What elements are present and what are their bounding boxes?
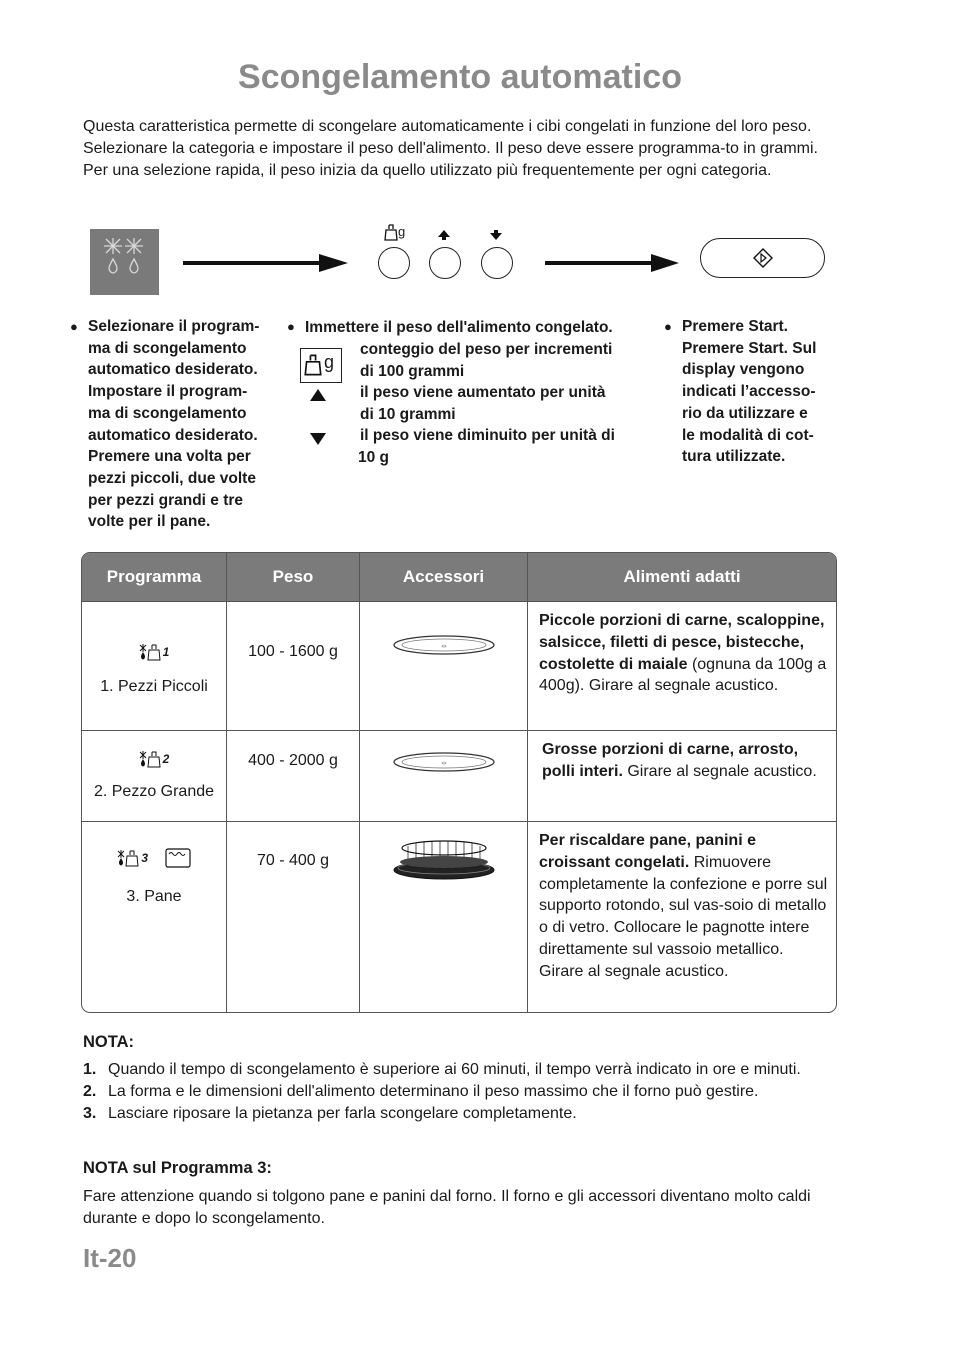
step-1-text xyxy=(88,316,288,533)
accessory-cell xyxy=(360,822,528,1012)
step-3-line: le modalità di cot- xyxy=(682,426,814,444)
header-peso: Peso xyxy=(227,553,360,602)
header-accessori: Accessori xyxy=(360,553,528,602)
program-cell xyxy=(82,602,227,731)
program-icon xyxy=(82,749,226,771)
program-cell xyxy=(82,731,227,822)
nota-text: La forma e le dimensioni dell'alimento determinano il peso massimo che il forno può gestire. xyxy=(108,1083,759,1100)
accessory-cell xyxy=(360,731,528,822)
up-desc-line: di 10 grammi xyxy=(360,405,456,423)
arrow-down-icon xyxy=(309,432,327,446)
program-icon xyxy=(82,642,226,664)
weight-cell xyxy=(227,822,360,1012)
page-number: It-20 xyxy=(83,1243,137,1273)
glass-tray-icon xyxy=(392,750,496,774)
table-row xyxy=(82,602,836,731)
intro-paragraph: Questa caratteristica permette di scongelare automaticamente i cibi congelati in funzione del loro peso. Selezionare la categoria e impostare il peso dell'alimento. Il peso deve essere programma-to in grammi. Per una selezione rapida, il peso inizia da quello utilizzato più frequentemente per ogni categoria. xyxy=(83,118,818,179)
bullet: ● xyxy=(70,319,78,334)
accessory-cell xyxy=(360,602,528,731)
weight-button[interactable] xyxy=(378,247,410,279)
food-normal: (ognuna da 100g a 400g). Girare al segnale acustico. xyxy=(539,655,827,695)
nota-number: 3. xyxy=(83,1105,97,1122)
arrow-up-icon xyxy=(437,229,451,241)
weight-button-label xyxy=(384,224,405,241)
start-diamond-icon xyxy=(753,248,773,268)
weight-unit-label: g xyxy=(324,352,335,372)
nota-list xyxy=(83,1059,843,1125)
step-1-line: automatico desiderato. xyxy=(88,361,258,379)
header-alimenti: Alimenti adatti xyxy=(528,553,836,602)
defrost-key xyxy=(90,229,159,295)
food-bold: Per riscaldare pane, panini e croissant congelati. xyxy=(539,832,756,871)
step-1-line: ma di scongelamento xyxy=(88,404,247,422)
down-button[interactable] xyxy=(481,247,513,279)
step-3-line: display vengono xyxy=(682,361,805,379)
nota-number: 2. xyxy=(83,1083,97,1100)
food-cell xyxy=(528,822,836,1012)
nota-item xyxy=(83,1059,843,1081)
program-label: 2. Pezzo Grande xyxy=(93,783,215,800)
step-3-line: tura utilizzate. xyxy=(682,448,786,466)
nota-heading: NOTA: xyxy=(83,1033,135,1051)
food-bold: Grosse porzioni di carne, arrosto, polli interi. xyxy=(542,741,799,780)
up-button[interactable] xyxy=(429,247,461,279)
step-3-line: indicati l’accesso- xyxy=(682,383,816,401)
weight-desc-line: di 100 grammi xyxy=(360,362,465,380)
program-number: 2 xyxy=(162,752,170,767)
right-arrow-icon xyxy=(183,252,348,274)
page-title: Scongelamento automatico xyxy=(238,58,682,96)
step-3-line: Premere Start. xyxy=(682,318,788,335)
food-normal: Girare al segnale acustico. xyxy=(622,762,817,780)
down-description xyxy=(358,425,658,468)
glass-tray-icon xyxy=(392,633,496,657)
down-desc-line: il peso viene diminuito per unità di xyxy=(360,427,615,444)
food-description xyxy=(528,731,836,789)
table-row xyxy=(82,822,836,1012)
weight-unit-label: g xyxy=(398,224,406,239)
nota-text: Lasciare riposare la pietanza per farla scongelare completamente. xyxy=(108,1105,577,1122)
weight-g-icon xyxy=(304,354,322,376)
step-1-line: Premere una volta per xyxy=(88,448,251,466)
start-button[interactable] xyxy=(700,238,825,278)
program-number: 3 xyxy=(141,851,149,866)
food-description xyxy=(528,602,836,703)
step-2-heading: Immettere il peso dell'alimento congelato. xyxy=(305,319,613,336)
step-1-line: volte per il pane. xyxy=(88,513,211,531)
weight-cell xyxy=(227,602,360,731)
bullet: ● xyxy=(287,319,295,334)
program-cell xyxy=(82,822,227,1012)
nota-number: 1. xyxy=(83,1061,97,1078)
step-1-line: pezzi piccoli, due volte xyxy=(88,469,256,487)
program-label: 3. Pane xyxy=(126,888,182,905)
bullet: ● xyxy=(664,319,672,334)
defrost-snowflake-drops-icon xyxy=(90,229,159,295)
step-1-line: Selezionare il program- xyxy=(88,318,260,335)
step-1-line: per pezzi grandi e tre xyxy=(88,491,244,509)
weight-cell xyxy=(227,731,360,822)
weight-range: 400 - 2000 g xyxy=(248,752,338,769)
wire-rack-on-tray-icon xyxy=(392,838,496,882)
weight-range: 100 - 1600 g xyxy=(248,643,338,660)
nota3-section xyxy=(83,1157,843,1230)
defrost-weight-icon xyxy=(117,848,141,868)
food-bold: Piccole porzioni di carne, scaloppine, salsicce, filetti di pesce, bistecche, costolette di maiale xyxy=(539,612,825,673)
header-programma: Programma xyxy=(82,553,227,602)
oven-grill-icon xyxy=(165,848,191,868)
table-row xyxy=(82,731,836,822)
nota-section xyxy=(83,1031,843,1125)
weight-g-icon xyxy=(384,224,398,241)
nota-item xyxy=(83,1103,843,1125)
down-desc-line: 10 g xyxy=(358,448,390,466)
program-table xyxy=(81,552,837,1013)
right-arrow-icon xyxy=(545,252,679,274)
step-3-text xyxy=(682,316,852,468)
arrow-up-icon xyxy=(309,388,327,402)
food-cell xyxy=(528,731,836,822)
weight-description xyxy=(360,339,660,382)
food-normal: Rimuovere completamente la confezione e porre sul supporto rotondo, sul vas-soio di metallo o di vetro. Collocare le pagnotte intere direttamente sul vassoio metallico. Girare al segnale acustico. xyxy=(539,853,828,980)
defrost-weight-icon xyxy=(139,749,163,769)
food-cell xyxy=(528,602,836,731)
step-3-line: Premere Start. Sul xyxy=(682,339,817,357)
arrow-down-icon xyxy=(489,229,503,241)
weight-desc-line: conteggio del peso per incrementi xyxy=(360,341,613,358)
program-icon xyxy=(82,848,226,870)
table-header-row xyxy=(82,553,836,602)
nota3-text: Fare attenzione quando si tolgono pane e panini dal forno. Il forno e gli accessori diventano molto caldi durante e dopo lo scongelamento. xyxy=(83,1188,811,1227)
step-3-line: rio da utilizzare e xyxy=(682,404,808,422)
up-desc-line: il peso viene aumentato per unità xyxy=(360,384,606,401)
nota-item xyxy=(83,1081,843,1103)
up-description xyxy=(360,382,660,425)
step-1-line: automatico desiderato. xyxy=(88,426,258,444)
food-description xyxy=(528,822,836,989)
weight-range: 70 - 400 g xyxy=(256,852,330,869)
step-1-line: ma di scongelamento xyxy=(88,339,247,357)
nota-text: Quando il tempo di scongelamento è superiore ai 60 minuti, il tempo verrà indicato in ore e minuti. xyxy=(108,1061,801,1078)
defrost-weight-icon xyxy=(139,642,163,662)
program-number: 1 xyxy=(162,645,170,660)
weight-key-box xyxy=(300,348,342,383)
step-1-line: Impostare il program- xyxy=(88,383,248,401)
program-label: 1. Pezzi Piccoli xyxy=(100,678,208,695)
nota3-heading: NOTA sul Programma 3: xyxy=(83,1159,272,1177)
